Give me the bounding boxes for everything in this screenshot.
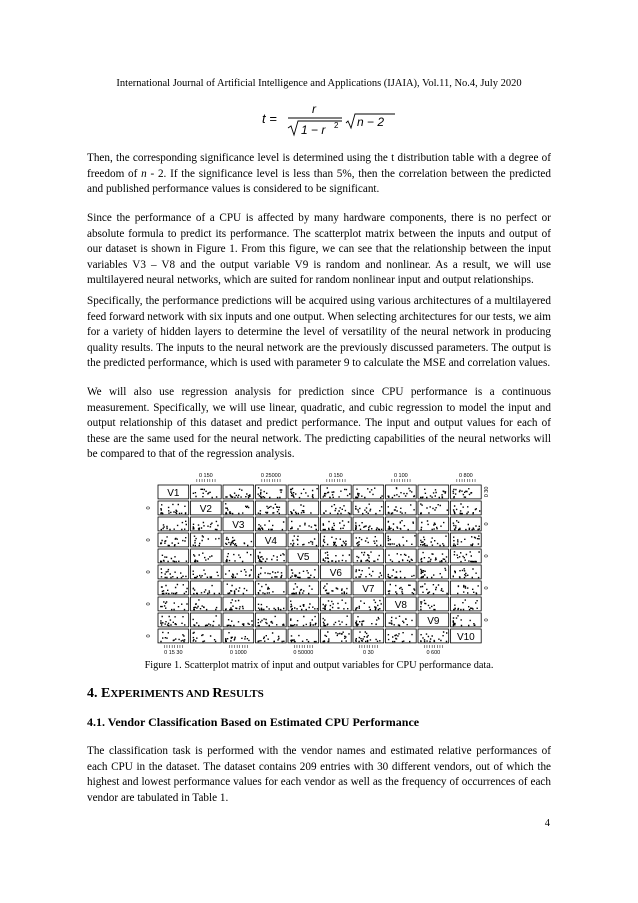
matrix-panel (191, 581, 222, 595)
matrix-panel (158, 501, 189, 515)
variable-label: V3 (232, 519, 245, 531)
right-tick-label: 0 (484, 522, 490, 526)
formula-lhs: t = (262, 111, 277, 126)
bottom-tick-label: 0 30 (362, 650, 374, 655)
bottom-tick-label: 0 15 30 (164, 650, 183, 655)
matrix-panel (191, 517, 222, 531)
right-tick-label: 0 (484, 586, 490, 590)
variable-label: V5 (297, 551, 310, 563)
formula-denominator: 1 − r (301, 123, 326, 137)
matrix-panel (321, 517, 352, 531)
matrix-panel (321, 533, 352, 547)
t-statistic-formula (260, 100, 400, 140)
running-header: International Journal of Artificial Intelligence and Applications (IJAIA), Vol.11, No.4, July 2020 (116, 78, 522, 89)
top-tick-label: 0 150 (328, 473, 343, 479)
left-tick-label: 0 (146, 570, 152, 574)
matrix-panel (223, 597, 254, 611)
matrix-panel (418, 549, 449, 563)
paragraph-significance: Then, the corresponding significance level is determined using the t distribution table with a degree of freedom of n - 2. If the significance level is less than 5%, then the correlation between the predicted and published performance values is considered to be significant. (87, 152, 551, 195)
variable-label: V7 (362, 583, 375, 595)
matrix-panel (158, 597, 189, 611)
matrix-panel (256, 501, 287, 515)
variable-label: V6 (329, 567, 342, 579)
matrix-panel (418, 517, 449, 531)
matrix-panel (256, 613, 287, 627)
bottom-tick-label: 0 50000 (293, 650, 314, 655)
variable-label: V4 (264, 535, 277, 547)
right-tick-label: 0 30 (484, 486, 490, 498)
top-tick-label: 0 150 (198, 473, 213, 479)
right-tick-label: 0 (484, 554, 490, 558)
left-tick-label: 0 (146, 506, 152, 510)
matrix-panel (256, 581, 287, 595)
matrix-panel (321, 485, 352, 499)
bottom-tick-label: 0 600 (426, 650, 441, 655)
scatterplot-matrix-figure (140, 470, 510, 655)
bottom-tick-label: 0 1000 (229, 650, 247, 655)
page-number: 4 (544, 818, 550, 829)
left-tick-label: 0 (146, 538, 152, 542)
formula-numerator: r (312, 102, 316, 116)
left-tick-label: 0 (146, 602, 152, 606)
top-tick-label: 0 25000 (260, 473, 281, 479)
variable-label: V10 (456, 631, 475, 643)
variable-label: V2 (199, 503, 212, 515)
top-tick-label: 0 800 (458, 473, 473, 479)
figure-caption: Figure 1. Scatterplot matrix of input and output variables for CPU performance data. (144, 660, 494, 671)
formula-radicand: n − 2 (357, 115, 385, 129)
paragraph-vendor-classification: The classification task is performed with the vendor names and estimated relative performances of each CPU in the dataset. The dataset contains 209 entries with 30 different vendors, out of which the highest and lowest performance values for each vendor as well as the frequency of occurrences of each vendor are tabulated in Table 1. (87, 745, 551, 804)
variable-label: V1 (167, 487, 180, 499)
top-tick-label: 0 100 (393, 473, 408, 479)
variable-label: V8 (394, 599, 407, 611)
right-tick-label: 0 (484, 618, 490, 622)
left-tick-label: 0 (146, 634, 152, 638)
paragraph-neural-network: Specifically, the performance predictions will be acquired using various architectures of a multilayered feed forward network with six inputs and one output. When selecting architectures for our tests, we aim for a variety of hidden layers to determine the level of versatility of the neural network in producing quality results. The inputs to the neural network are the previously discussed parameters. The output is the predicted performance, which is used with parameter 9 to calculate the MSE and correlation values. (87, 295, 551, 369)
matrix-panel (386, 629, 417, 643)
matrix-panel (418, 629, 449, 643)
formula-exponent: 2 (334, 121, 339, 130)
matrix-panel (223, 565, 254, 579)
subsection-heading: 4.1. Vendor Classification Based on Estimated CPU Performance (87, 715, 420, 729)
section-heading: 4. EXPERIMENTS AND RESULTS (87, 686, 264, 701)
paragraph-scatterplot: Since the performance of a CPU is affected by many hardware components, there is no perfect or absolute formula to predict its performance. The scatterplot matrix between the inputs and output of our dataset is shown in Figure 1. From this figure, we can see that the relationship between the input variables V3 – V8 and the output variable V9 is random and nonlinear. As a result, we will use multilayered neural networks, which are suited for random nonlinear input and output relationships. (87, 212, 551, 286)
paragraph-regression: We will also use regression analysis for prediction since CPU performance is a continuous measurement. Specifically, we will use linear, quadratic, and cubic regression to model the input and output relationship of this dataset and predict performance. The input and output values for each of these are the same used for the neural network. The predicting capabilities of the neural networks will be compared to that of the regression analysis. (87, 386, 551, 460)
matrix-panel (418, 597, 449, 611)
variable-label: V9 (427, 615, 440, 627)
